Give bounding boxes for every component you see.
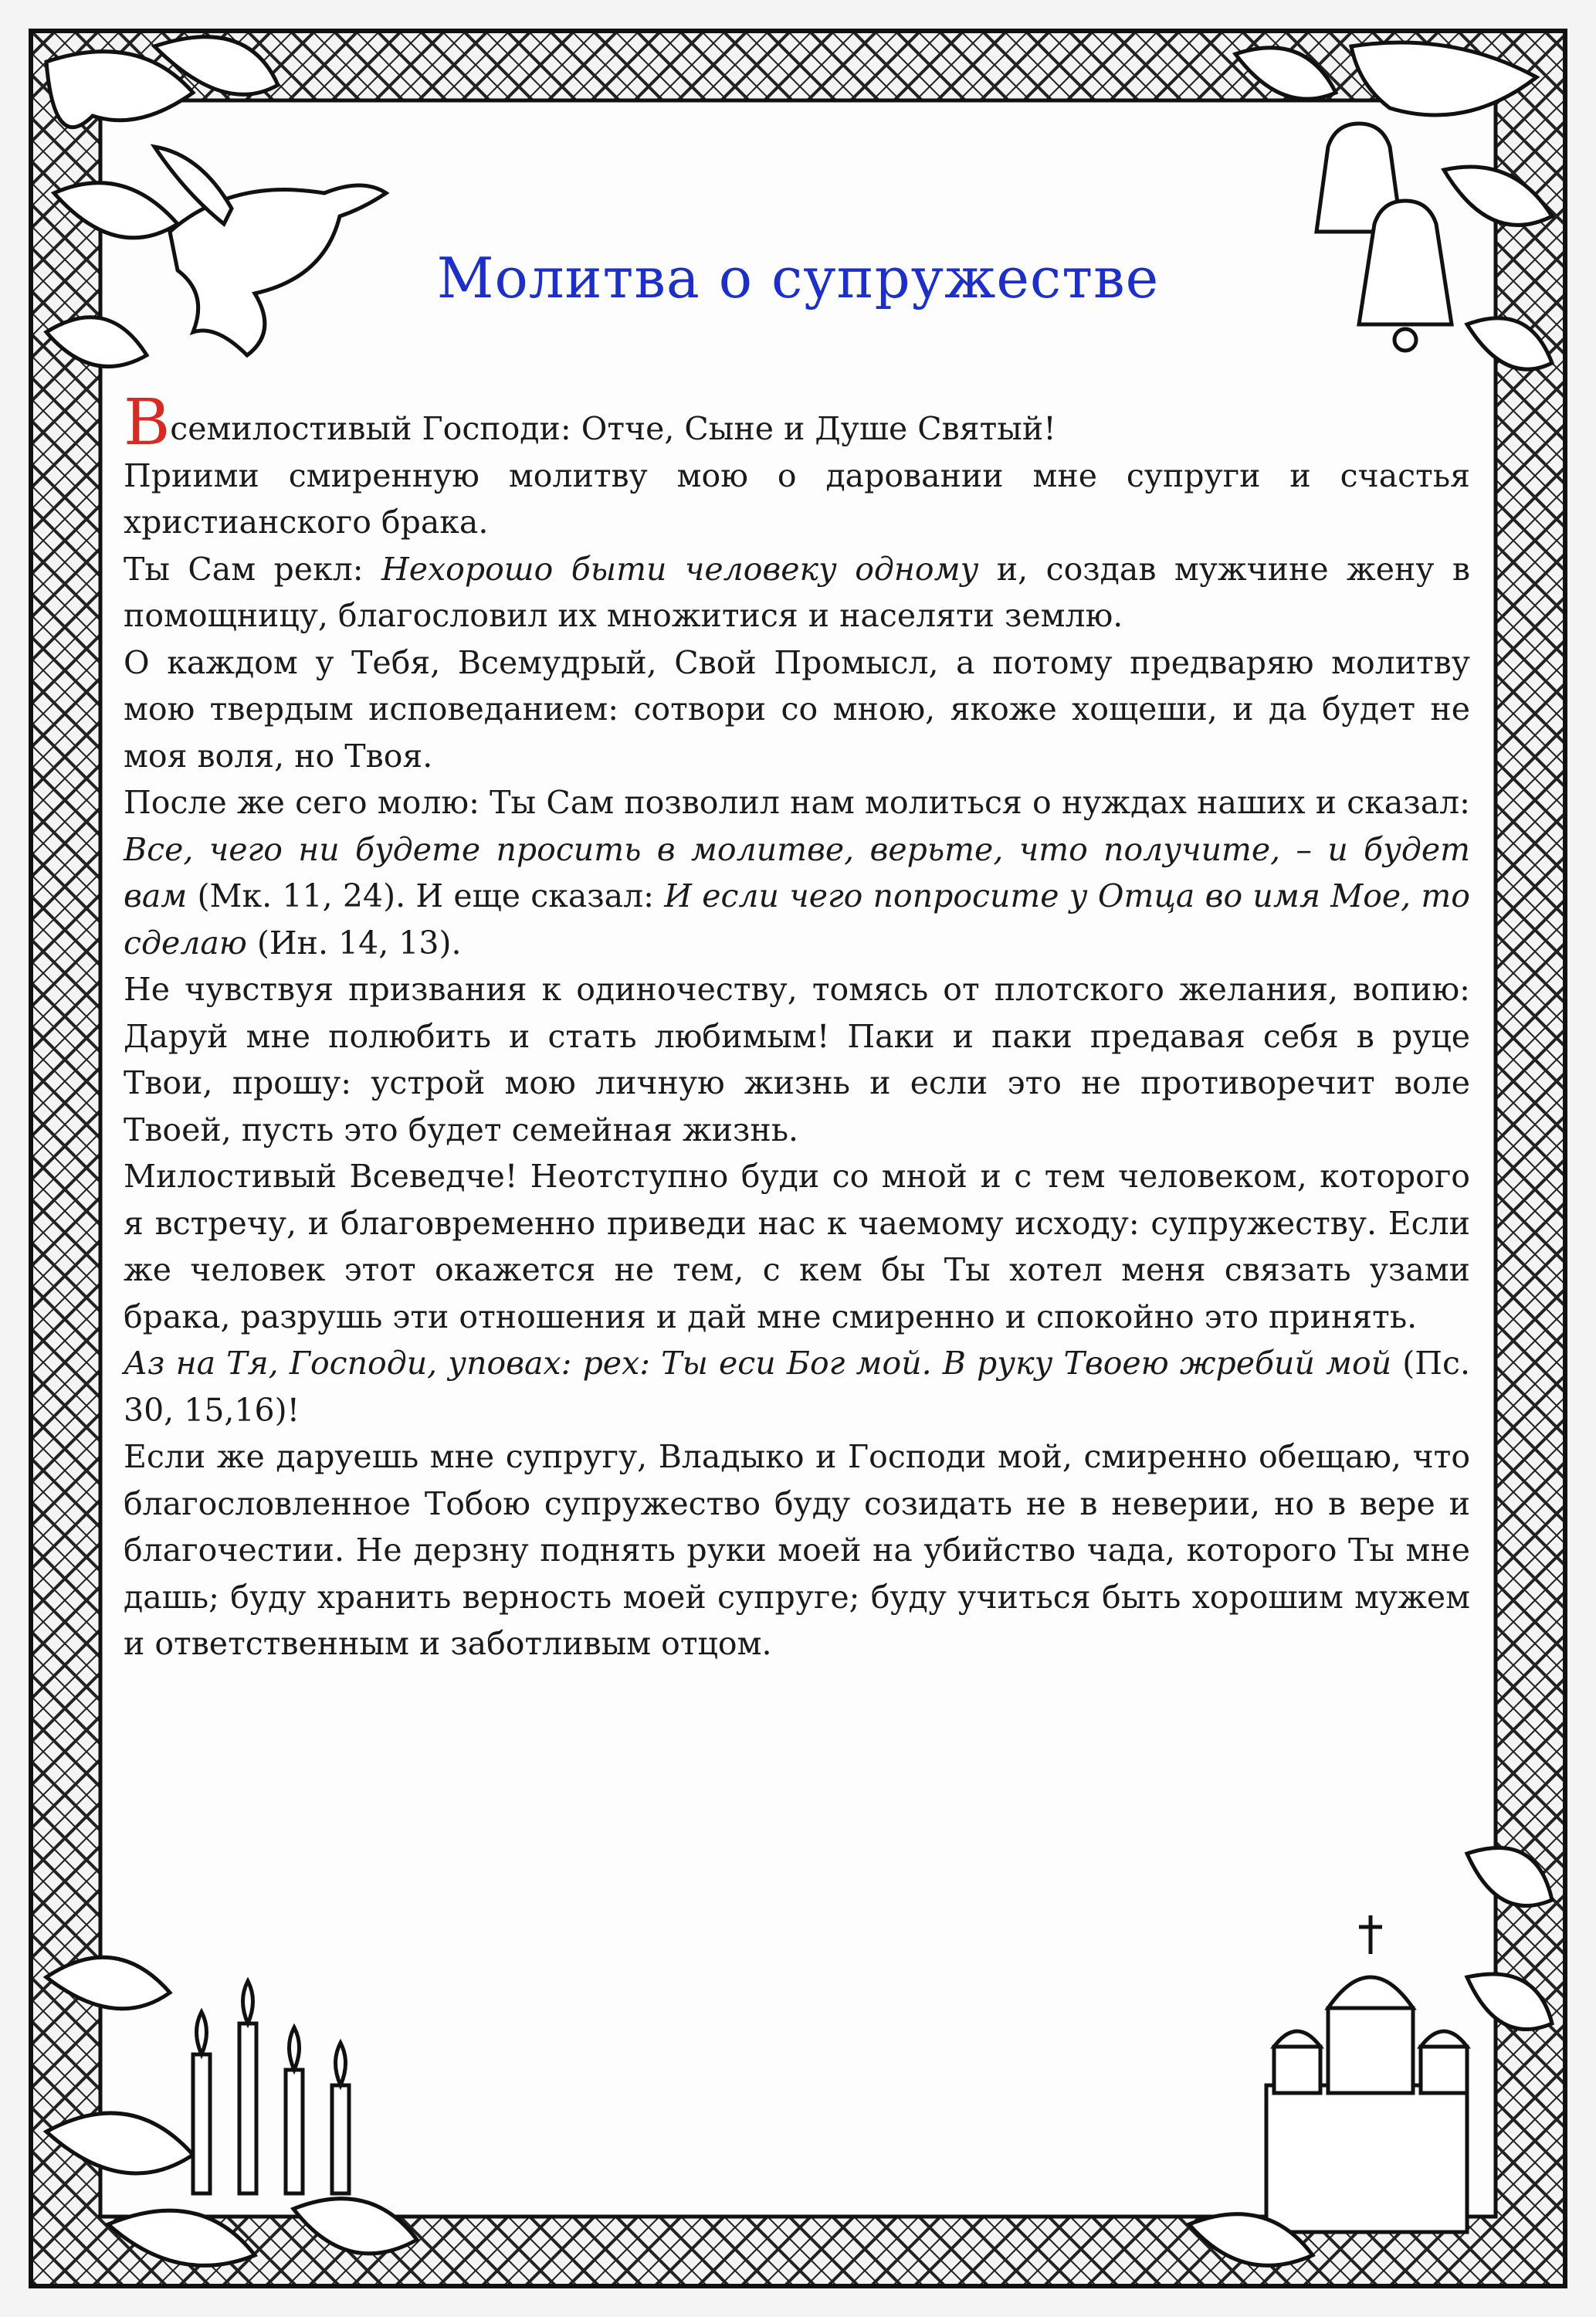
paragraph: После же сего молю: Ты Сам позволил нам молиться о нуждах наших и сказал: Все, чего ни будете просить в молитве, верьте, что получите, – и будет вам (Мк. 11, 24). И еще сказал: И если чего попросите у Отца во имя Мое, то сделаю (Ин. 14, 13). <box>124 784 1470 962</box>
prayer-text <box>124 386 1471 1667</box>
paragraph: Ты Сам рекл: Нехорошо быти человеку одному и, создав мужчине жену в помощницу, благословил их множитися и населяти землю. <box>124 550 1470 634</box>
paragraph: Приими смиренную молитву мою о даровании мне супруги и счастья христианского брака. <box>124 456 1470 541</box>
paragraph: Милостивый Всеведче! Неотступно буди со мной и с тем человеком, которого я встречу, и благовременно приведи нас к чаемому исходу: супружеству. Если же человек этот окажется не тем, с кем бы Ты хотел меня связать узами брака, разрушь эти отношения и дай мне смиренно и спокойно это принять. <box>124 1158 1470 1335</box>
paragraph: Аз на Тя, Господи, уповах: рех: Ты еси Бог мой. В руку Твоею жребий мой (Пс. 30, 15,16)! <box>124 1345 1471 1429</box>
drop-cap: В <box>124 386 171 460</box>
scripture-quote: Все, чего ни будете просить в молитве, верьте, что получите, – и будет вам <box>124 830 1470 914</box>
paragraph: Не чувствуя призвания к одиночеству, томясь от плотского желания, вопию: Даруй мне полюбить и стать любимым! Паки и паки предавая себя в руце Твои, прошу: устрой мою личную жизнь и если это не противоречит воле Твоей, пусть это будет семейная жизнь. <box>124 971 1470 1148</box>
paragraph: Всемилостивый Господи: Отче, Сыне и Душе Святый! <box>124 386 1056 460</box>
paragraph: Если же даруешь мне супругу, Владыко и Господи мой, смиренно обещаю, что благословленное Тобою супружество буду созидать не в неверии, но в вере и благочестии. Не дерзну поднять руки моей на убийство чада, которого Ты мне дашь; буду хранить верность моей супруге; буду учиться быть хорошим мужем и ответственным и заботливым отцом. <box>124 1438 1470 1662</box>
scripture-quote: Аз на Тя, Господи, уповах: рех: Ты еси Бог мой. В руку Твоею жребий мой <box>124 1345 1392 1382</box>
page-title: Молитва о супружестве <box>436 246 1160 310</box>
scripture-quote: Нехорошо быти человеку одному <box>381 550 979 588</box>
paragraph: О каждом у Тебя, Всемудрый, Свой Промысл, а потому предваряю молитву мою твердым исповеданием: сотвори со мною, якоже хощеши, и да будет не моя воля, но Твоя. <box>124 643 1470 775</box>
scripture-quote: И если чего попросите у Отца во имя Мое, то сделаю <box>124 877 1470 962</box>
